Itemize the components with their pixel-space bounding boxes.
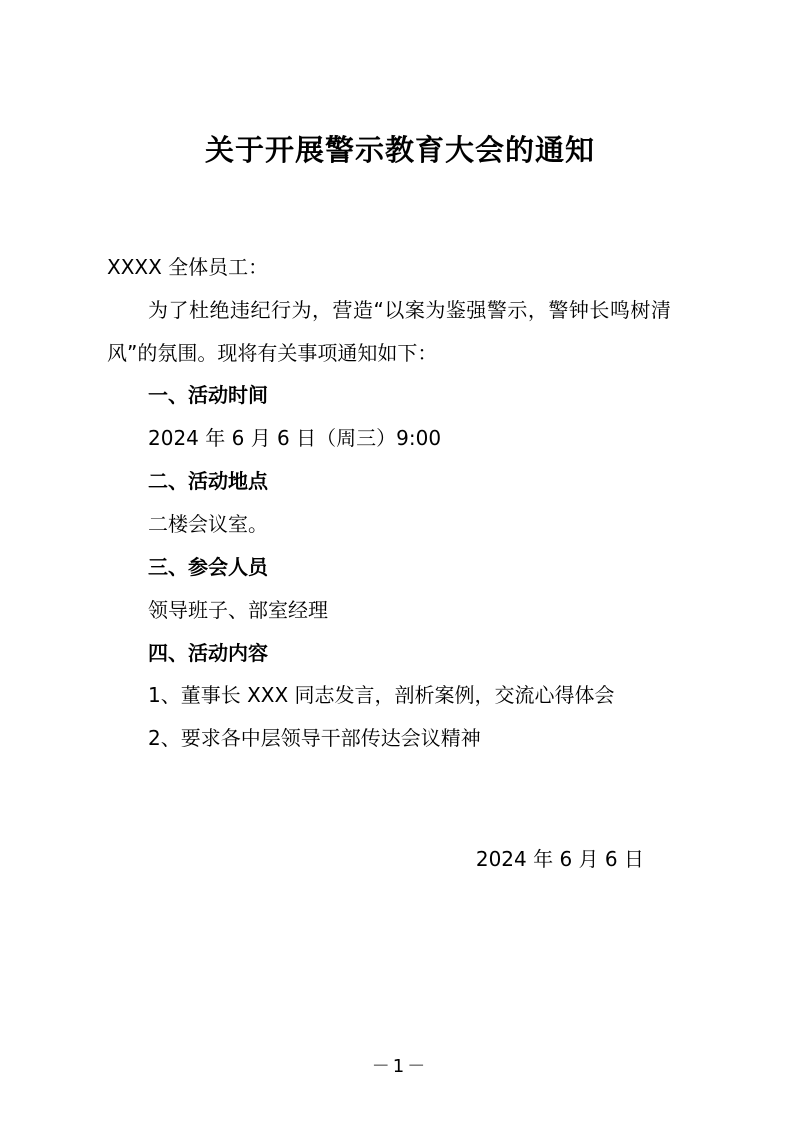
section-heading-location: 二、活动地点	[148, 469, 268, 493]
section-heading-content: 四、活动内容	[148, 641, 268, 665]
section-text-time: 2024 年 6 月 6 日（周三）9:00	[148, 426, 442, 450]
section-text-content-1: 1、董事长 XXX 同志发言，剖析案例，交流心得体会	[148, 683, 615, 707]
section-text-attendees: 领导班子、部室经理	[148, 598, 328, 622]
document-date: 2024 年 6 月 6 日	[475, 847, 644, 871]
section-text-content-2: 2、要求各中层领导干部传达会议精神	[148, 726, 481, 750]
salutation: XXXX 全体员工：	[107, 255, 269, 279]
intro-paragraph-line-2: 风”的氛围。现将有关事项通知如下：	[107, 341, 438, 365]
section-heading-time: 一、活动时间	[148, 383, 268, 407]
section-heading-attendees: 三、参会人员	[148, 555, 268, 579]
section-text-location: 二楼会议室。	[148, 512, 268, 536]
page-number: －1－	[371, 1056, 429, 1077]
document-title: 关于开展警示教育大会的通知	[204, 133, 595, 167]
intro-paragraph-line-1: 为了杜绝违纪行为，营造“以案为鉴强警示，警钟长鸣树清	[148, 298, 672, 322]
